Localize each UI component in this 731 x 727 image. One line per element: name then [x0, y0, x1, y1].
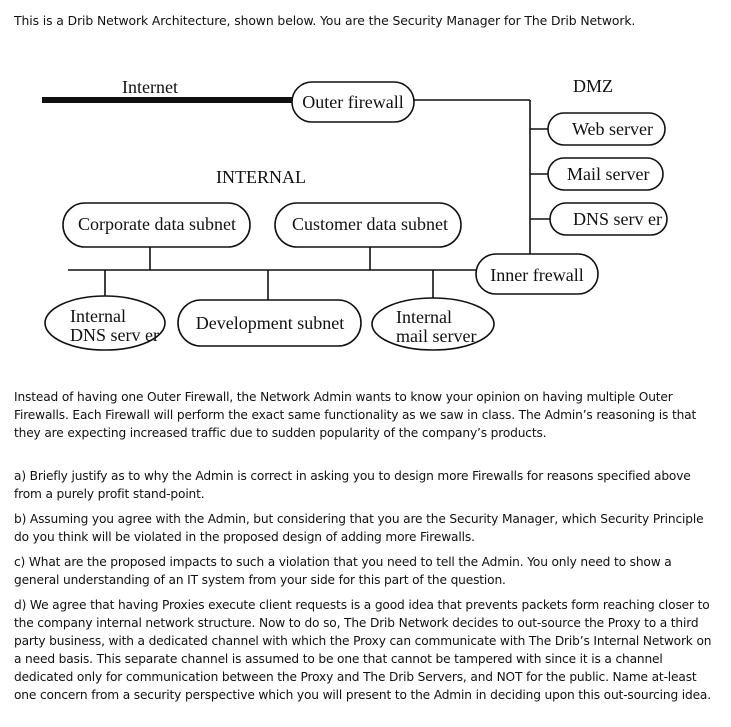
internal-label: INTERNAL — [216, 167, 306, 187]
question-a: a) Briefly justify as to why the Admin is correct in asking you to design more Firewalls for reasons specified above from a purely profit stand-point. — [14, 469, 691, 501]
web-server-label: Web server — [572, 119, 654, 139]
internal-mail-label-line2: mail server — [396, 326, 477, 346]
question-intro-paragraph: Instead of having one Outer Firewall, the Network Admin wants to know your opinion on having multiple Outer Firewalls. Each Firewall will perform the exact same functionality as we saw in class. The Admin’s reasoning is that they are expecting increased traffic due to sudden popularity of the company’s products. — [14, 390, 697, 440]
internal-dns-label-line1: Internal — [70, 306, 126, 326]
internal-dns-label-line2: DNS serv er — [70, 325, 159, 345]
inner-firewall-label: Inner frewall — [490, 265, 584, 285]
outer-firewall-label: Outer firewall — [302, 92, 404, 112]
internet-label: Internet — [122, 77, 178, 97]
dns-server-label: DNS serv er — [573, 209, 662, 229]
question-d: d) We agree that having Proxies execute client requests is a good idea that prevents packets form reaching closer to the company internal network structure. Now to do so, The Drib Network decides to out-source the Proxy to a third party business, with a dedicated channel with which the Proxy can communicate with The Drib’s Internal Network on a need basis. This separate channel is assumed to be one that cannot be tampered with since it is a channel dedicated only for communication between the Proxy and The Drib Servers, and NOT for the public. Name at-least one concern from a security perspective which you will present to the Admin in deciding upon this out-sourcing idea. — [14, 598, 712, 702]
development-subnet-label: Development subnet — [195, 313, 345, 333]
network-diagram — [0, 60, 731, 360]
dmz-label: DMZ — [573, 76, 613, 96]
mail-server-label: Mail server — [567, 164, 650, 184]
corporate-subnet-label: Corporate data subnet — [78, 214, 236, 234]
intro-text: This is a Drib Network Architecture, shown below. You are the Security Manager for The Drib Network. — [14, 13, 636, 28]
customer-subnet-label: Customer data subnet — [292, 214, 448, 234]
question-c: c) What are the proposed impacts to such a violation that you need to tell the Admin. You only need to show a general understanding of an IT system from your side for this part of the question. — [14, 555, 672, 587]
internal-mail-label-line1: Internal — [396, 307, 452, 327]
question-b: b) Assuming you agree with the Admin, but considering that you are the Security Manager, which Security Principle do you think will be violated in the proposed design of adding more Firewalls. — [14, 512, 704, 544]
